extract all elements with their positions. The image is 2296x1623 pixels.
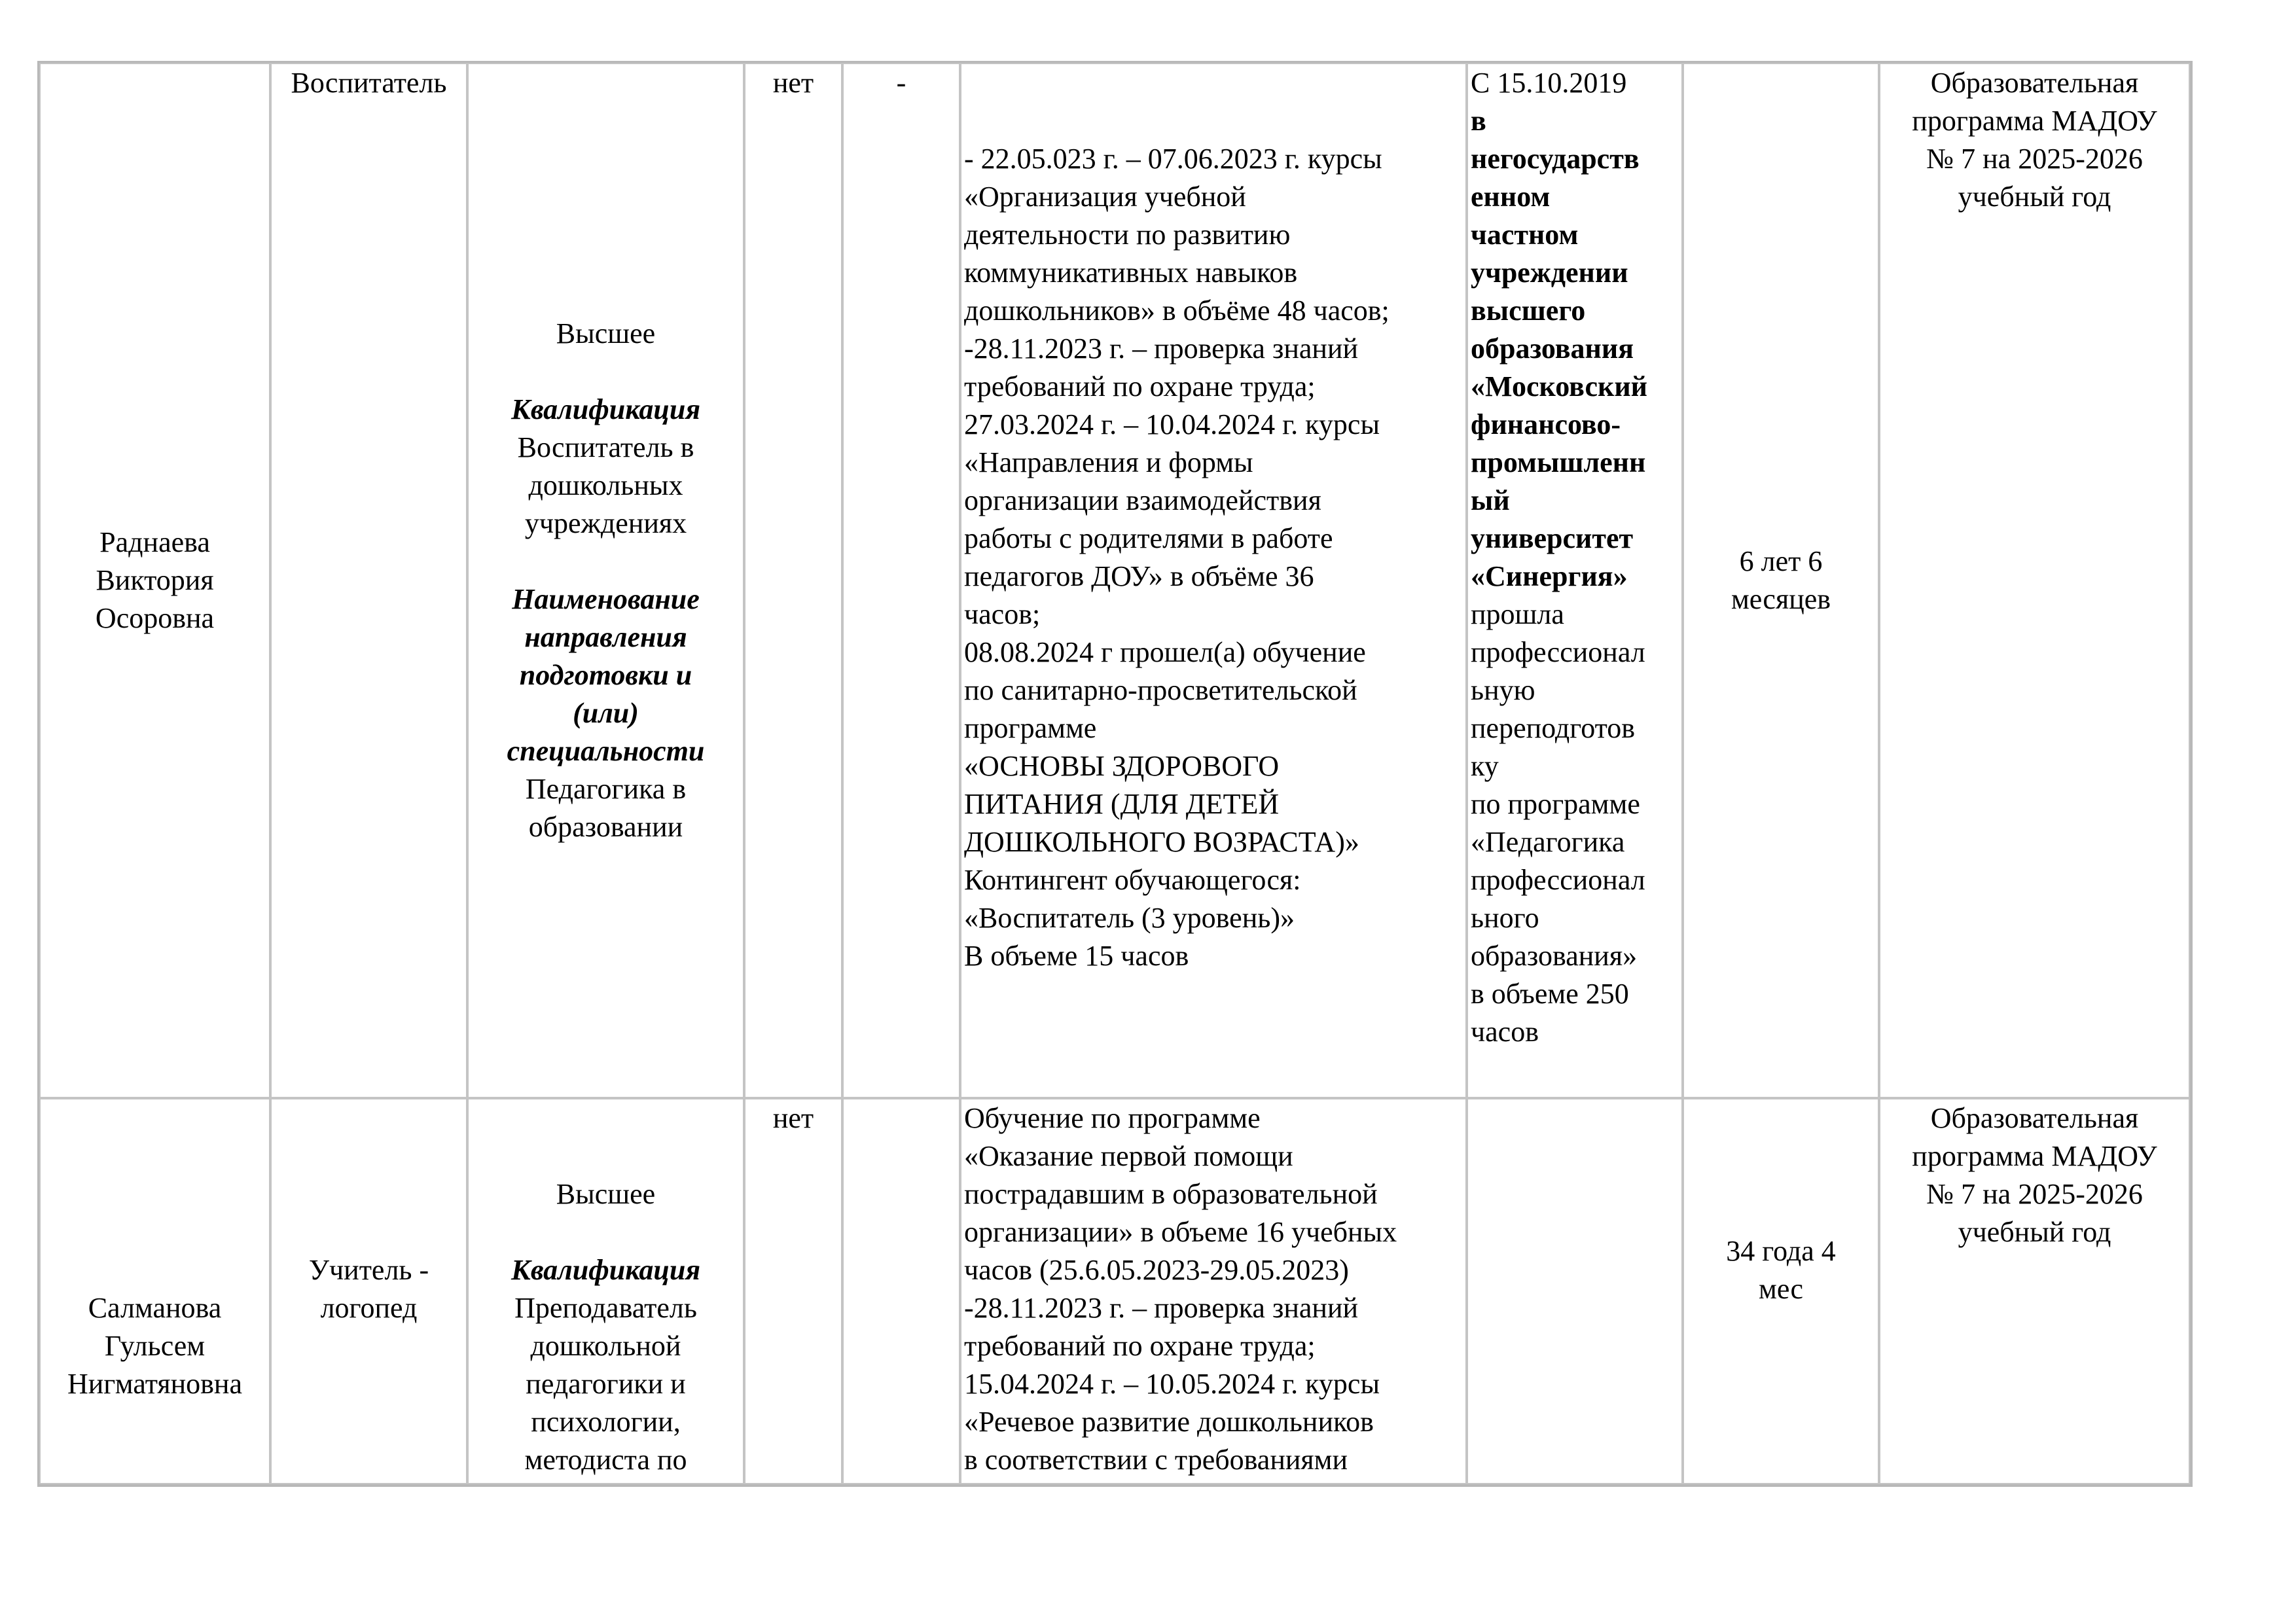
qualification-value: Воспитатель в дошкольных учреждениях — [517, 431, 694, 539]
qualification-label: Квалификация — [511, 393, 701, 425]
staff-table — [37, 61, 2193, 1487]
specialty-label: Наименование направления подготовки и (или) специальности — [507, 583, 705, 767]
staff-sheet — [37, 61, 2193, 1487]
specialty-value: Педагогика в образовании — [525, 773, 687, 843]
retraining-cell — [1467, 63, 1683, 1098]
experience-cell: 6 лет 6 месяцев — [1683, 63, 1879, 1098]
training-cell — [960, 63, 1467, 1098]
experience-text: 34 года 4 мес — [1726, 1235, 1836, 1305]
name-cell — [39, 1098, 270, 1484]
education-cell — [467, 1098, 744, 1484]
name-cell: Раднаева Виктория Осоровна — [39, 63, 270, 1098]
spacer — [471, 1099, 740, 1175]
title-cell — [842, 1098, 960, 1484]
qualification-label: Квалификация — [511, 1254, 701, 1286]
education-level: Высшее — [556, 1178, 656, 1210]
table-row — [39, 1098, 2190, 1484]
education-cell — [467, 63, 744, 1098]
training-cell: Обучение по программе «Оказание первой помощи пострадавшим в образовательной организации» в объеме 16 учебных часов (25.6.05.2023-29.05.2023) -28.11.2023 г. – проверка знаний требований по охране труда; 15.04.2024 г. – 10.05.2024 г. курсы «Речевое развитие дошкольников в соответствии с требованиями — [960, 1098, 1467, 1484]
degree-cell: нет — [744, 63, 842, 1098]
spacer — [471, 1213, 740, 1251]
program-cell: Образовательная программа МАДОУ № 7 на 2025-2026 учебный год — [1879, 1098, 2190, 1484]
retraining-institution: в негосударств енном частном учреждении высшего образования «Московский финансово- промышленн ый университет «Синергия» — [1471, 105, 1648, 592]
retraining-cell — [1467, 1098, 1683, 1484]
table-row — [39, 63, 2190, 1098]
experience-cell — [1683, 1098, 1879, 1484]
spacer — [471, 353, 740, 391]
spacer — [274, 1099, 463, 1251]
position-text: Воспитатель — [291, 67, 447, 99]
spacer — [964, 64, 1463, 140]
training-text: - 22.05.023 г. – 07.06.2023 г. курсы «Организация учебной деятельности по развитию коммуникативных навыков дошкольников» в объёме 48 часов; -28.11.2023 г. – проверка знаний требований по охране труда; 27.03.2024 г. – 10.04.2024 г. курсы «Направления и формы организации взаимодействия работы с родителями в работе педагогов ДОУ» в объёме 36 часов; 08.08.2024 г прошел(а) обучение по санитарно-просветительской программе «ОСНОВЫ ЗДОРОВОГО ПИТАНИЯ (ДЛЯ ДЕТЕЙ ДОШКОЛЬНОГО ВОЗРАСТА)» Контингент обучающегося: «Воспитатель (3 уровень)» В объеме 15 часов — [964, 143, 1390, 972]
position-text: Учитель - логопед — [308, 1254, 429, 1324]
education-level: Высшее — [556, 317, 656, 349]
retraining-details: прошла профессионал ьную переподготов ку по программе «Педагогика профессионал ьного образования» в объеме 250 часов — [1471, 598, 1645, 1048]
retraining-date: С 15.10.2019 — [1471, 67, 1627, 99]
program-cell: Образовательная программа МАДОУ № 7 на 2025-2026 учебный год — [1879, 63, 2190, 1098]
title-cell: - — [842, 63, 960, 1098]
position-cell — [270, 63, 467, 1098]
degree-cell: нет — [744, 1098, 842, 1484]
name-text: Салманова Гульсем Нигматяновна — [67, 1292, 242, 1400]
spacer — [43, 1137, 266, 1251]
qualification-value: Преподаватель дошкольной педагогики и психологии, методиста по — [514, 1292, 697, 1476]
position-cell — [270, 1098, 467, 1484]
spacer — [471, 543, 740, 580]
spacer — [1687, 1099, 1875, 1232]
